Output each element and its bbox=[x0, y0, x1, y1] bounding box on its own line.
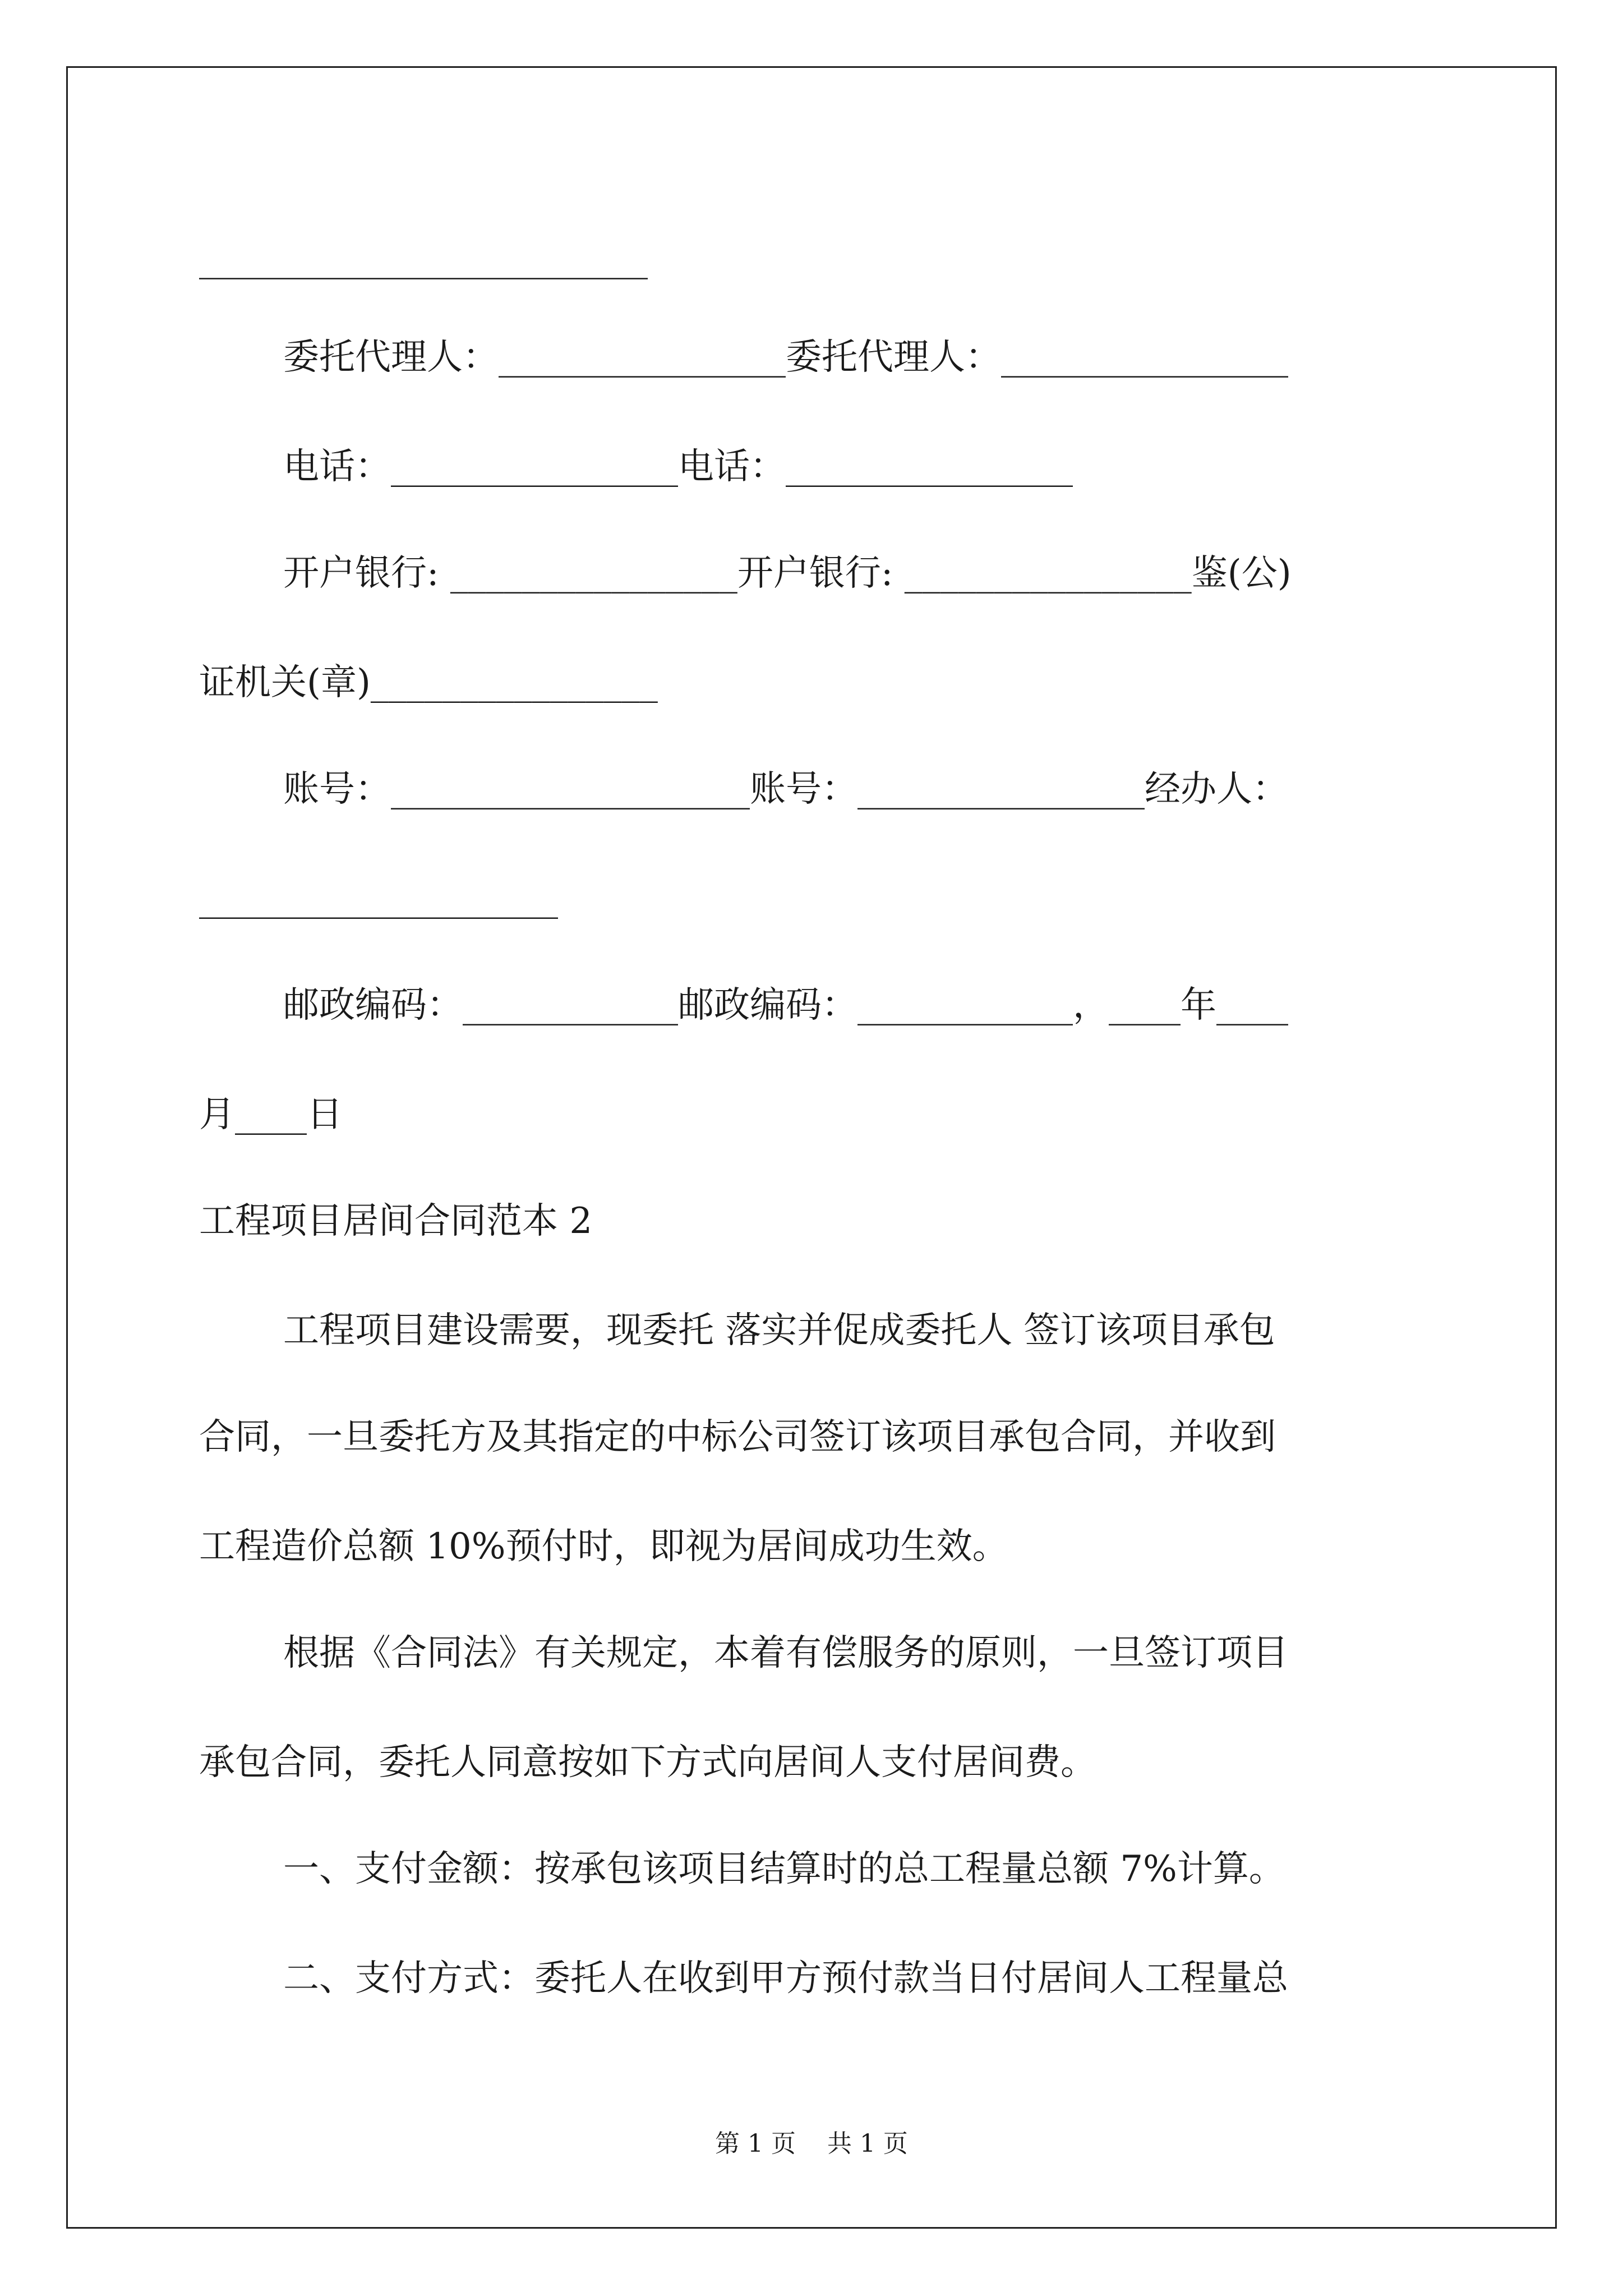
payment-amount-line: 一、支付金额：按承包该项目结算时的总工程量总额 7%计算。 bbox=[283, 1848, 1285, 1890]
phone-line: 电话：________________电话：________________ bbox=[283, 446, 1073, 487]
page-frame bbox=[66, 66, 1557, 2229]
section-title: 工程项目居间合同范本 2 bbox=[199, 1200, 593, 1242]
bank-line: 开户银行: ________________开户银行: ________________鉴(公) bbox=[283, 553, 1292, 594]
account-line: 账号：____________________账号：________________经办人： bbox=[283, 769, 1288, 810]
paragraph-line: 工程项目建设需要，现委托 落实并促成委托人 签订该项目承包 bbox=[283, 1310, 1275, 1351]
handler-line: ____________________ bbox=[199, 878, 558, 919]
paragraph-line: 工程造价总额 10%预付时，即视为居间成功生效。 bbox=[199, 1526, 1008, 1567]
payment-method-line: 二、支付方式：委托人在收到甲方预付款当日付居间人工程量总 bbox=[283, 1958, 1288, 1999]
paragraph-line: 合同，一旦委托方及其指定的中标公司签订该项目承包合同，并收到 bbox=[199, 1416, 1276, 1458]
date-line: 月____日 bbox=[199, 1094, 343, 1135]
page-number-footer: 第 1 页 共 1 页 bbox=[715, 2129, 908, 2158]
signature-line: _________________________ bbox=[199, 238, 648, 280]
paragraph-line: 根据《合同法》有关规定，本着有偿服务的原则，一旦签订项目 bbox=[283, 1632, 1288, 1674]
agent-line: 委托代理人：________________委托代理人：________________ bbox=[283, 337, 1288, 378]
notary-line: 证机关(章)________________ bbox=[199, 662, 658, 703]
postcode-line: 邮政编码：____________邮政编码：____________，____年____ bbox=[283, 984, 1288, 1026]
paragraph-line: 承包合同，委托人同意按如下方式向居间人支付居间费。 bbox=[199, 1742, 1096, 1783]
